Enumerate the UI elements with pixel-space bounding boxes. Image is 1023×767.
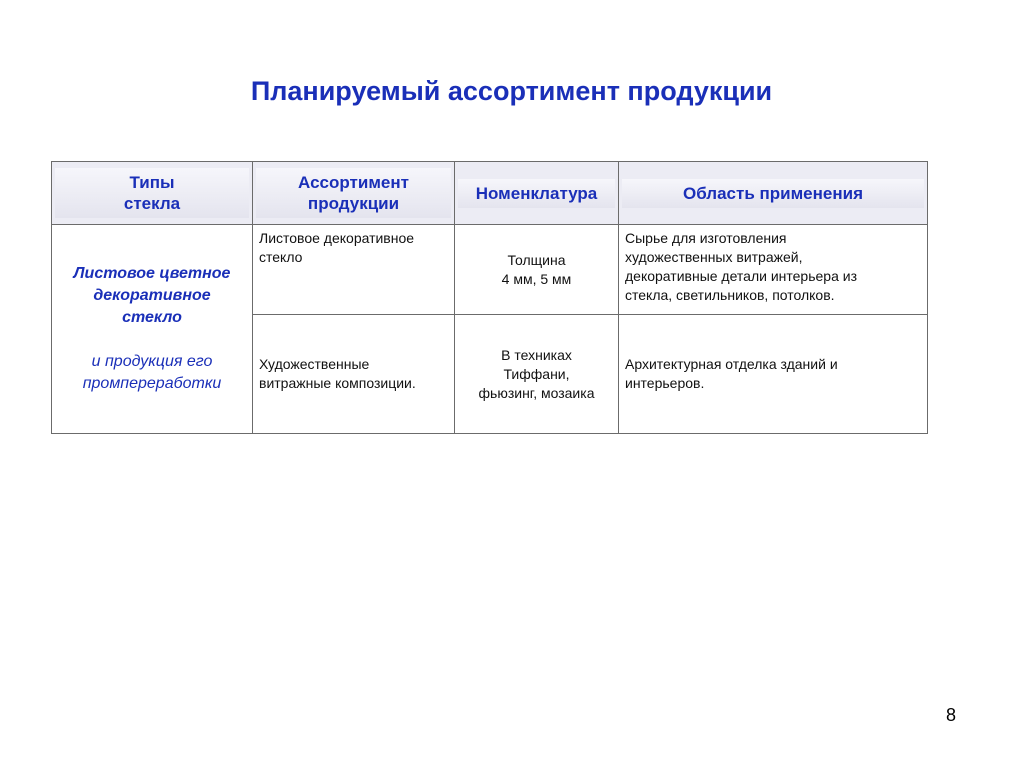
assortment-cell [253,225,455,315]
text-line: Художественные [259,356,370,372]
page-number: 8 [946,705,957,725]
header-line: продукции [307,194,400,213]
header-line: Номенклатура [475,183,598,203]
assortment-cell [253,315,455,434]
text-line: стекло [259,249,303,265]
text-line: декоративное [93,287,211,304]
nomenclature-cell [455,225,619,315]
text-line: декоративные детали интерьера из [625,268,857,284]
text-line: Тиффани, [503,365,570,382]
text-line: Архитектурная отделка зданий и [625,356,838,372]
header-application [619,162,928,225]
header-nomenclature [455,162,619,225]
text-line: и продукция его [91,353,213,370]
header-glass-types [52,162,253,225]
text-line: промпереработки [82,375,222,392]
text-line: фьюзинг, мозаика [478,384,595,401]
slide-title: Планируемый ассортимент продукции [250,76,773,106]
application-cell [619,225,928,315]
header-line: Область применения [682,183,863,203]
table-header-row [52,162,928,225]
text-line: стекла, светильников, потолков. [625,287,835,303]
header-line: Ассортимент [298,173,409,192]
nomenclature-cell [455,315,619,434]
text-line: 4 мм, 5 мм [501,270,572,287]
table-row [52,225,928,315]
glass-type-sub [55,351,249,395]
text-line: Листовое цветное [73,265,231,282]
header-line: Типы [129,173,175,192]
text-line: витражные композиции. [259,375,416,391]
glass-type-main [55,263,249,329]
assortment-table [51,161,928,434]
text-line: Сырье для изготовления [625,230,787,246]
text-line: стекло [122,309,182,326]
application-cell [619,315,928,434]
header-assortment [253,162,455,225]
glass-type-cell [52,225,253,434]
text-line: художественных витражей, [625,249,803,265]
text-line: Толщина [507,251,566,268]
text-line: В техниках [501,346,572,363]
header-line: стекла [123,194,181,213]
text-line: Листовое декоративное [259,230,415,246]
text-line: интерьеров. [625,375,705,391]
